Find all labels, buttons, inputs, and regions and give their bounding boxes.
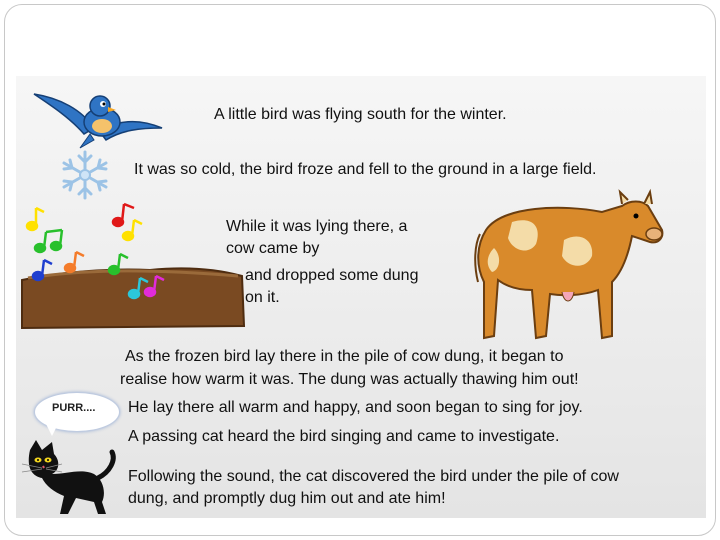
story-line-3b: cow came by (226, 240, 320, 257)
snowflake-icon (58, 150, 112, 200)
bubble-text: PURR.... (52, 402, 96, 414)
cow-icon (472, 186, 668, 348)
story-line-4a: and dropped some dung (245, 267, 419, 284)
speech-bubble-tail (46, 424, 58, 436)
story-line-4b: on it. (245, 289, 280, 306)
story-line-8a: Following the sound, the cat discovered the bird under the pile of cow (128, 468, 619, 485)
story-line-7: A passing cat heard the bird singing and came to investigate. (128, 428, 560, 445)
story-line-8b: dung, and promptly dug him out and ate him! (128, 490, 446, 507)
black-cat-icon (22, 438, 120, 518)
story-line-5a: As the frozen bird lay there in the pile of cow dung, it began to (125, 348, 564, 365)
music-notes-icon (24, 200, 184, 304)
story-line-2: It was so cold, the bird froze and fell to the ground in a large field. (134, 161, 597, 178)
blue-bird-icon (30, 88, 166, 152)
story-line-3a: While it was lying there, a (226, 218, 408, 235)
story-line-5b: realise how warm it was. The dung was actually thawing him out! (120, 371, 579, 388)
story-line-6: He lay there all warm and happy, and soon began to sing for joy. (128, 399, 583, 416)
story-line-1: A little bird was flying south for the winter. (214, 106, 507, 123)
